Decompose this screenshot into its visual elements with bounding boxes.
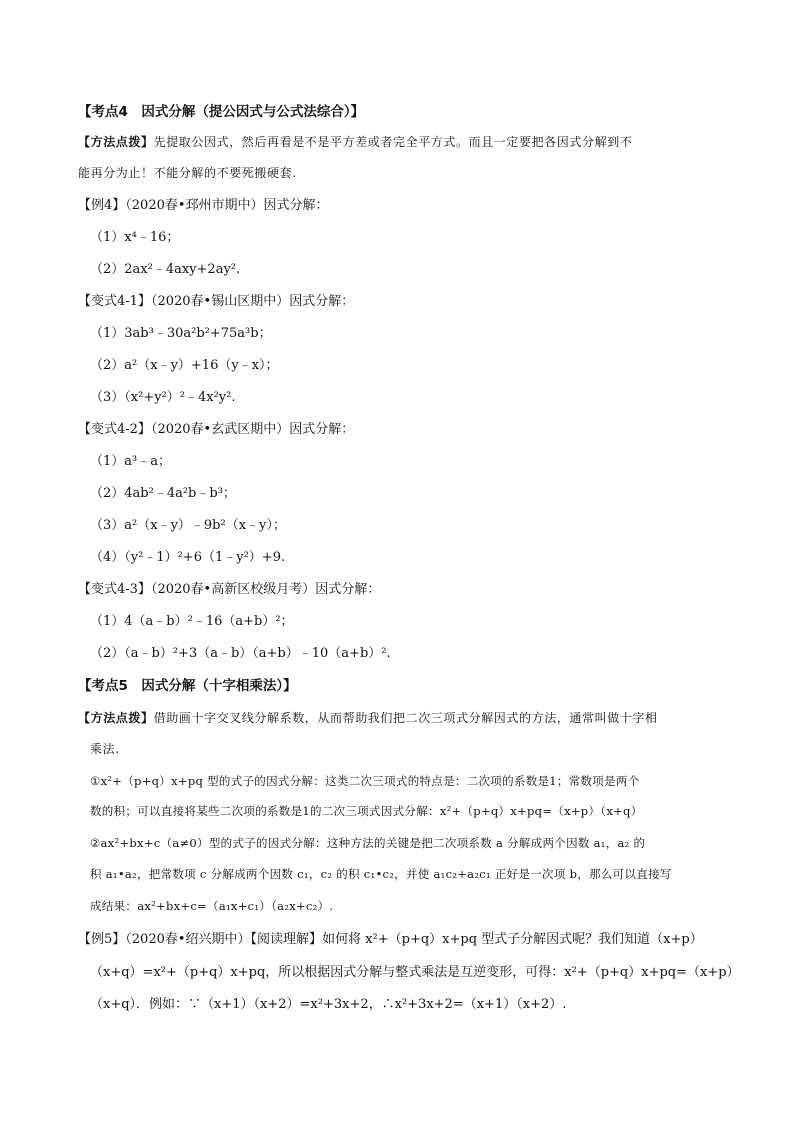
variant-4-1-item-2: （2）a²（x﹣y）+16（y﹣x）；: [90, 358, 279, 373]
method-tip-k4-line2: 能再分为止！不能分解的不要死搬硬套.: [78, 166, 297, 180]
variant-label: 【变式4-3】: [78, 582, 151, 597]
reading-tag: 【阅读理解】: [250, 932, 323, 947]
example-text: 如何将 x²+（p+q）x+pq 型式子分解因式呢？我们知道（x+p）: [322, 932, 703, 947]
variant-4-1-item-3: （3）（x²+y²）²﹣4x²y².: [90, 390, 236, 405]
variant-4-2-item-1: （1）a³﹣a；: [90, 454, 171, 469]
variant-4-3-item-2: （2）（a﹣b）²+3（a﹣b）（a+b）﹣10（a+b）².: [90, 646, 391, 661]
point-2-line2: 积 a₁•a₂，把常数项 c 分解成两个因数 c₁，c₂ 的积 c₁•c₂，并使 a₁c₂+a₂c₁ 正好是一次项 b，那么可以直接写: [90, 867, 672, 881]
example-4-heading: [78, 197, 329, 215]
variant-label: 【变式4-2】: [78, 422, 151, 437]
variant-label: 【变式4-1】: [78, 294, 151, 309]
method-text: 先提取公因式，然后再看是不是平方差或者完全平方式。而且一定要把各因式分解到不: [153, 135, 633, 149]
variant-text: （2020春•玄武区期中）因式分解：: [150, 422, 355, 437]
method-label: 【方法点拨】: [78, 711, 154, 725]
method-tip-k4-line1: [78, 133, 632, 151]
section-title-k5: 【考点5 因式分解（十字相乘法）】: [78, 678, 297, 694]
method-text: 借助画十字交叉线分解系数，从而帮助我们把二次三项式分解因式的方法，通常叫做十字相: [153, 711, 658, 725]
example-5-line2: （x+q）=x²+（p+q）x+pq，所以根据因式分解与整式乘法是互逆变形，可得：x²+（p+q）x+pq=（x+p）: [90, 965, 740, 980]
variant-4-3-item-1: （1）4（a﹣b）²﹣16（a+b）²；: [90, 614, 294, 629]
example-text: （2020春•邳州市期中）因式分解：: [125, 198, 329, 213]
point-2-line3: 成结果：ax²+bx+c=（a₁x+c₁）（a₂x+c₂）.: [90, 899, 334, 913]
point-2-line1: ②ax²+bx+c（a≠0）型的式子的因式分解：这种方法的关键是把二次项系数 a 分解成两个因数 a₁，a₂ 的: [90, 836, 646, 850]
variant-4-2-item-4: （4）（y²﹣1）²+6（1﹣y²）+9.: [90, 550, 286, 565]
method-label: 【方法点拨】: [78, 135, 154, 149]
variant-4-1-item-1: （1）3ab³﹣30a²b²+75a³b；: [90, 326, 272, 341]
example-label: 【例5】: [78, 932, 126, 947]
variant-4-2-item-2: （2）4ab²﹣4a²b﹣b³；: [90, 486, 236, 501]
variant-4-3-heading: [78, 581, 380, 599]
example-5-line3: （x+q）．例如：∵（x+1）（x+2）=x²+3x+2，∴x²+3x+2=（x+1）（x+2）.: [90, 997, 567, 1012]
point-1-line1: ①x²+（p+q）x+pq 型的式子的因式分解：这类二次三项式的特点是：二次项的系数是1；常数项是两个: [90, 774, 640, 788]
example-label: 【例4】: [78, 198, 126, 213]
example-4-item-1: （1）x⁴﹣16；: [90, 230, 180, 245]
section-title-k4: 【考点4 因式分解（提公因式与公式法综合）】: [78, 104, 365, 120]
variant-text: （2020春•高新区校级月考）因式分解：: [150, 582, 381, 597]
example-source: （2020春•绍兴期中）: [125, 932, 251, 947]
variant-4-2-item-3: （3）a²（x﹣y）﹣9b²（x﹣y）；: [90, 518, 286, 533]
variant-4-2-heading: [78, 421, 354, 439]
method-tip-k5-line1: [78, 709, 658, 727]
point-1-line2: 数的积；可以直接将某些二次项的系数是1的二次三项式因式分解：x²+（p+q）x+pq=（x+p）（x+q）: [90, 804, 643, 818]
example-4-item-2: （2）2ax²﹣4axy+2ay².: [90, 262, 241, 277]
example-5-line1: [78, 931, 703, 949]
variant-4-1-heading: [78, 293, 354, 311]
method-tip-k5-line2: 乘法.: [90, 742, 120, 756]
variant-text: （2020春•锡山区期中）因式分解：: [150, 294, 355, 309]
